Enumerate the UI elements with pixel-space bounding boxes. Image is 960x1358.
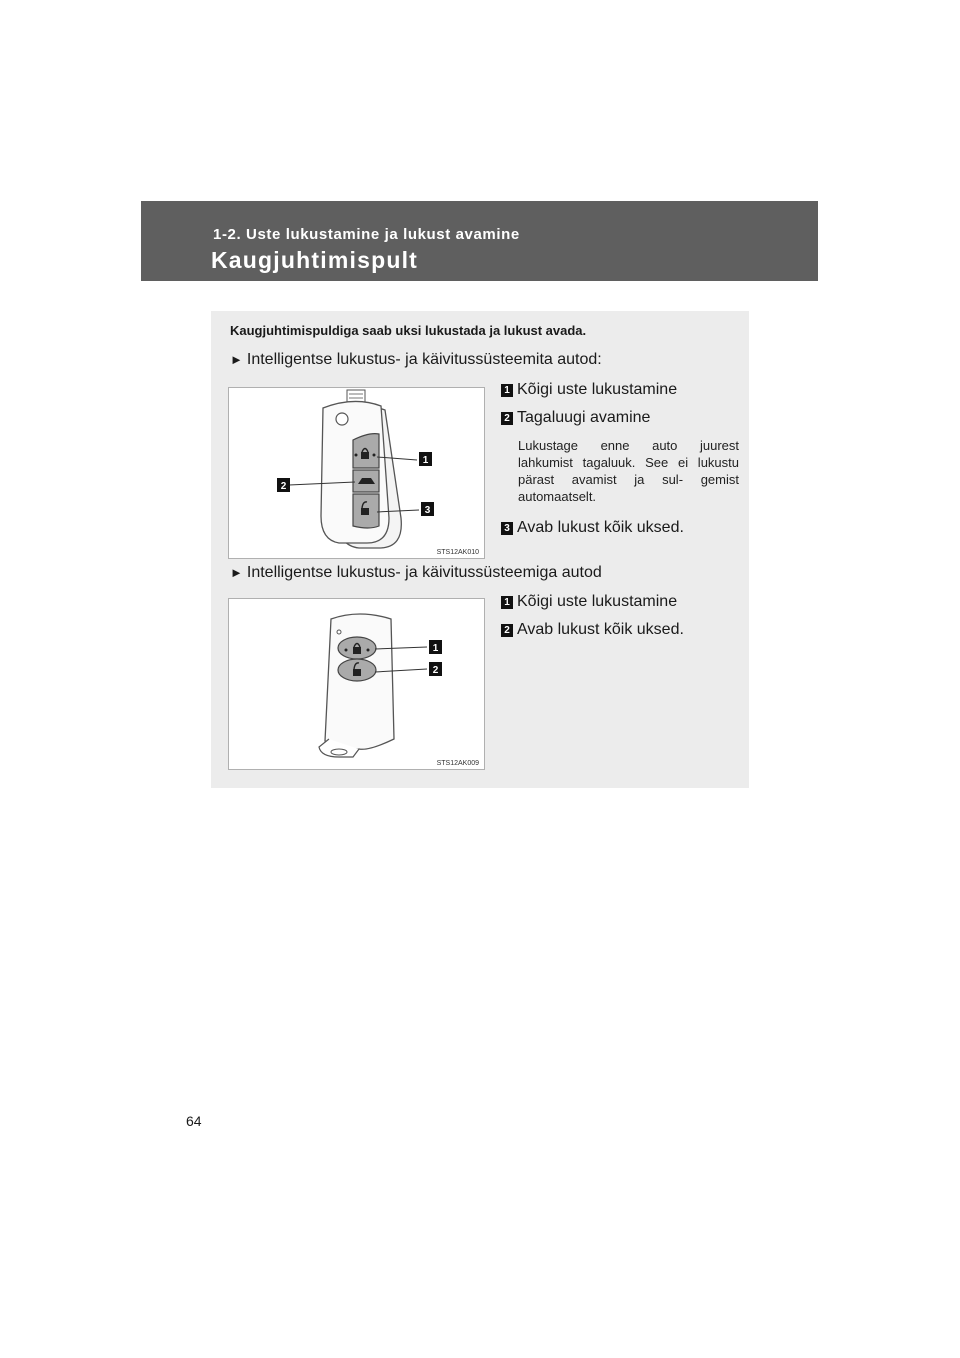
number-badge: 2	[501, 624, 513, 637]
remote-key-figure-2	[228, 598, 485, 770]
page-title: Kaugjuhtimispult	[211, 247, 419, 273]
number-badge: 2	[501, 412, 513, 425]
svg-text:2: 2	[280, 481, 287, 492]
list-item	[501, 381, 739, 399]
triangle-bullet-icon: ►	[230, 565, 243, 580]
number-badge: 1	[501, 384, 513, 397]
svg-text:1: 1	[432, 643, 439, 654]
item-label: Avab lukust kõik uksed.	[517, 519, 684, 536]
item-note: Lukustage enne auto juurest lahkumist tagaluuk. See ei lukustu pärast avamist ja sul- gemist automaatselt.	[518, 438, 739, 504]
remote-key-figure-1	[228, 387, 485, 559]
list-item	[501, 409, 739, 427]
list-item	[501, 621, 739, 639]
item-label: Kõigi uste lukustamine	[517, 381, 678, 398]
list-item	[501, 519, 739, 537]
section-label: 1-2. Uste lukustamine ja lukust avamine	[213, 226, 520, 243]
list-item	[501, 593, 739, 611]
item-list-2	[501, 593, 739, 649]
chapter-header	[141, 201, 818, 281]
svg-text:2: 2	[432, 665, 439, 676]
group-heading-text: Intelligentse lukustus- ja käivitussüsteemita autod:	[246, 351, 602, 368]
number-badge: 1	[501, 596, 513, 609]
lock-button-1	[353, 434, 379, 468]
item-label: Tagaluugi avamine	[517, 409, 651, 426]
item-label: Kõigi uste lukustamine	[517, 593, 678, 610]
triangle-bullet-icon: ►	[230, 352, 243, 367]
page-number: 64	[186, 1113, 202, 1129]
item-list-1	[501, 381, 739, 547]
item-label: Avab lukust kõik uksed.	[517, 621, 684, 638]
group-heading-1	[230, 351, 602, 369]
svg-text:3: 3	[424, 505, 431, 516]
number-badge: 3	[501, 522, 513, 535]
svg-text:1: 1	[422, 455, 429, 466]
content-panel	[211, 311, 749, 788]
figure-code-1: STS12AK010	[436, 549, 479, 556]
intro-text: Kaugjuhtimispuldiga saab uksi lukustada ja lukust avada.	[230, 323, 587, 338]
figure-code-2: STS12AK009	[436, 760, 479, 767]
group-heading-text: Intelligentse lukustus- ja käivitussüsteemiga autod	[246, 564, 602, 581]
group-heading-2	[230, 564, 602, 582]
